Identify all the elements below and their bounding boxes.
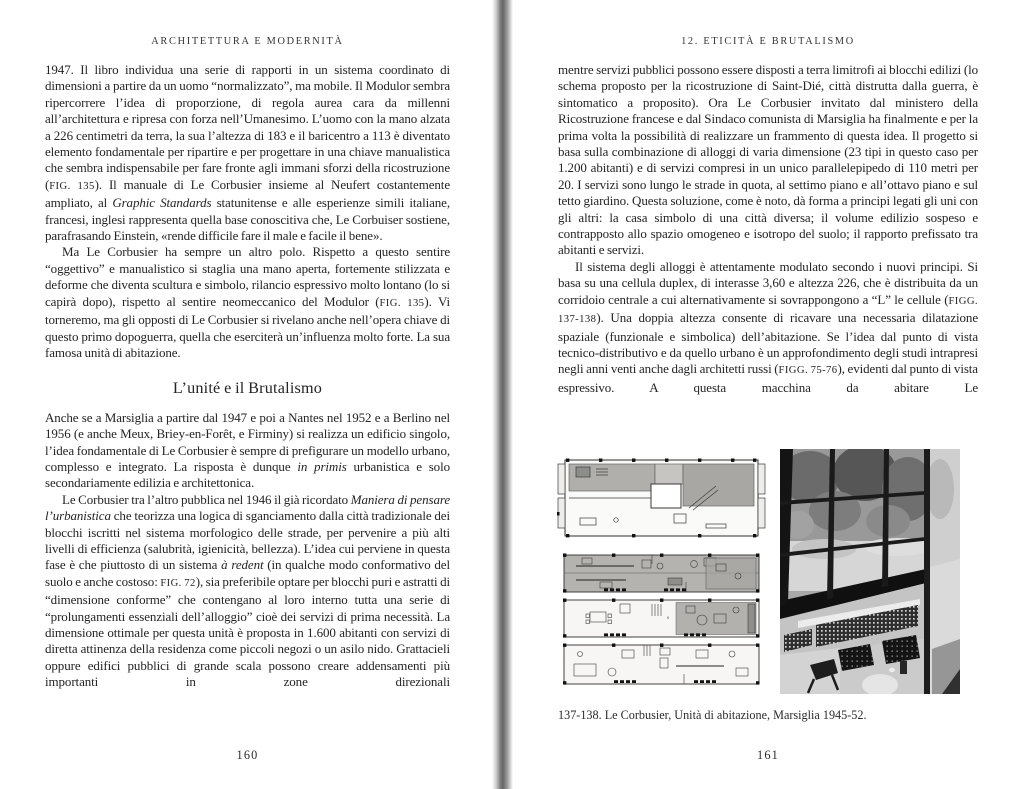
paragraph [45,492,450,691]
figure-caption: 137-138. Le Corbusier, Unità di abitazione, Marsiglia 1945-52. [558,708,867,722]
run: (in qualche modo conformativo del suolo e anche costoso: [45,557,450,589]
paragraph [45,62,450,244]
run: 1947. Il libro individua una serie di rapporti in un sistema coordinato di dimensioni a partire da un uomo “normalizzato”, ma mobile. Il Modulor sembra ripercorrere l’idea di proporzione, di regola aurea cara da millenni all’architettura e ripresa con forza nell’Umanesimo. L’uomo con la mano alzata a 226 centimetri da terra, la sua l’altezza di 183 e il baricentro a 113 è diventato elemento fondamentale per ripartire e per progettare in una chiave manualistica che sembra indispensabile per fare fronte agli immani sforzi della ricostruzione ( [45,62,450,192]
left-column-lower-paragraphs [45,410,450,691]
running-head-right: 12. ETICITÀ E BRUTALISMO [681,36,855,47]
run: statunitense e alle esperienze simili italiane, francesi, inglesi rappresenta quella base conoscitiva che, Le Corbuiser sostiene, parafrasando Einstein, «rende difficile fare il male e facile il bene». [45,195,450,244]
page-number-right: 161 [756,748,780,762]
run-italic: Maniera di pensare l’urbanistica [45,491,450,524]
run-smallcaps: FIG. 135 [379,297,425,309]
unita-interior-photo [780,449,960,694]
right-column-paragraphs [558,62,978,396]
run: Anche se a Marsiglia a partire dal 1947 e poi a Nantes nel 1952 e a Berlino nel 1956 (e anche Meux, Briey-en-Forêt, e Firminy) si realizza un edificio singolo, l’idea fondamentale di Le Corbusier è sempre di prefigurare un modello urbano, complesso e integrato. La risposta è dunque [45,409,450,474]
paragraph [45,244,450,361]
run: Ma Le Corbusier ha sempre un altro polo. Rispetto a questo sentire “oggettivo” e manualistico si staglia una mano aperta, fortemente stilizzata e deforme che diventa scultura e simbolo, rilancio espressivo molto lontano (lo si capirà dopo), rispetto al sentire neomeccanico del Modulor ( [45,244,450,309]
run: urbanistica e solo secondariamente edilizia e architettonica. [45,458,450,491]
paragraph [45,410,450,492]
run: Le Corbusier tra l’altro pubblica nel 1946 il già ricordato [62,491,351,507]
run-italic: in primis [297,458,347,474]
run: che teorizza una logica di sganciamento dalla città tradizionale dei blocchi iscritti nel sistema morfologico delle strade, per pervenire a più alti livelli di efficienza (salubrità, igienicità, bellezza). L’idea cui perviene in questa fase è che piuttosto di un sistema [45,508,450,573]
run: ). Vi torneremo, ma gli opposti di Le Corbusier si rivelano anche nell’opera chiave di questo primo dopoguerra, quella che eserciterà un’influenza molto forte. La sua famosa unità di abitazione. [45,293,450,360]
unita-plans-drawing [556,454,767,691]
run: ). Una doppia altezza consente di ricavare una necessaria dilatazione spaziale (funzionale e simbolica) dell’abitazione. Se l’idea dal punto di vista tecnico-distributivo e da quello urbano è un approfondimento degli studi intrapresi negli anni venti anche dagli architetti russi ( [558,310,978,377]
left-text-column [45,62,450,691]
run: ). Il manuale di Le Corbusier insieme al Neufert costantemente ampliato, al [45,176,450,211]
figure-137 [556,454,767,691]
run: ), evidenti dal punto di vista espressivo. A questa macchina da abitare Le [558,361,978,395]
run: mentre servizi pubblici possono essere disposti a terra limitrofi ai blocchi edilizi (lo schema proposto per la ricostruzione di Saint-Dié, città distrutta dalla guerra, è sintomatico a proposito). Ora Le Corbusier invitato dal ministero della Ricostruzione francese e dal Sindaco comunista di Marsiglia ha finalmente e per la prima volta la possibilità di realizzare un frammento di questa idea. Il progetto si basa sulla combinazione di alloggi di varia dimensione (23 tipi in questo caso per 1.200 abitanti) e di servizi compresi in un unico parallelepipedo di 110 metri per 20. I servizi sono lungo le strade in quota, al settimo piano e all’ottavo piano e sul tetto giardino. Questa soluzione, come è noto, dà forma a principi legati gli uni con gli altri: la casa simbolo di una città diversa; il volume edilizio sospeso e contrapposto allo spazio omogeneo e isotropo del suolo; il rapporto prefissato tra abitanti e servizi. [558,62,978,258]
right-text-column [558,62,978,396]
section-heading: L’unité e il Brutalismo [172,379,323,398]
page-number-left: 160 [236,748,259,762]
run-italic: Graphic Standards [112,195,212,211]
run-smallcaps: FIGG. 137-138 [558,295,978,326]
figure-138 [780,449,960,694]
svg-text:s: s [667,616,669,621]
paragraph [558,62,978,259]
run-smallcaps: FIG. 72 [160,577,196,589]
run: ), sia preferibile optare per blocchi puri e astratti di “dimensione conforme” che contengano al loro interno tutta una serie di “prolungamenti essenziali dell’alloggio” cioè dei servizi di prima necessità. La dimensione ottimale per questa unità è proposta in 1.600 abitanti con servizi di diretta attinenza della residenza come piccoli negozi o un asilo nido. Grattacieli oppure edifici pubblici di grande scala possono creare addensamenti più importanti in zone direzionali [45,573,450,690]
run-smallcaps: FIGG. 75-76 [778,365,838,377]
run-smallcaps: FIG. 135 [49,180,95,192]
book-gutter [492,0,513,789]
run: Il sistema degli alloggi è attentamente modulato secondo i nuovi principi. Si basa su una cellula duplex, di interasse 3,60 e altezza 226, che è distribuita da un corridoio centrale a cui alternativamente si sovrappongono a “L” le cellule ( [558,258,978,307]
paragraph [558,259,978,396]
running-head-left: ARCHITETTURA E MODERNITÀ [151,36,344,47]
left-column-upper-paragraphs [45,62,450,361]
run-italic: à redent [221,557,264,573]
